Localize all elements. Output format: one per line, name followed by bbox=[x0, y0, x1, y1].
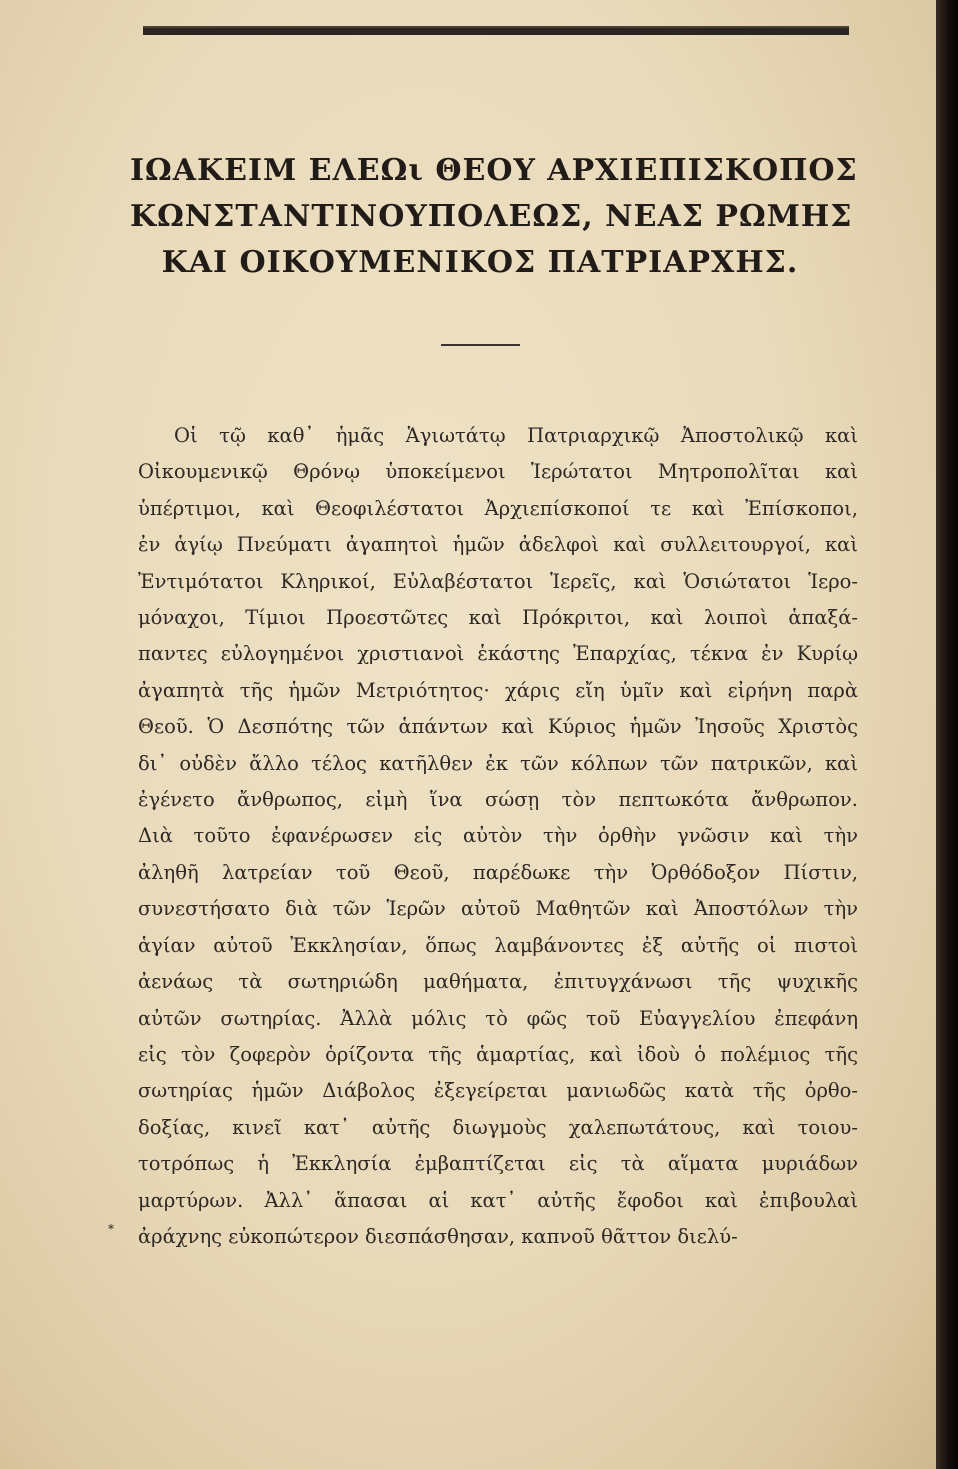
text-line: ἁγίαν αὐτοῦ Ἐκκλησίαν, ὅπως λαμβάνοντες ἐξ αὐτῆς οἱ πιστοὶ bbox=[138, 933, 858, 957]
book-edge-shadow bbox=[936, 0, 958, 1469]
text-line: δοξίας, κινεῖ κατ᾽ αὐτῆς διωγμοὺς χαλεπωτάτους, καὶ τοιου- bbox=[138, 1115, 858, 1139]
text-line: ὑπέρτιμοι, καὶ Θεοφιλέστατοι Ἀρχιεπίσκοποί τε καὶ Ἐπίσκοποι, bbox=[138, 496, 858, 520]
text-line: ἀράχνης εὐκοπώτερον διεσπάσθησαν, καπνοῦ θᾶττον διελύ- bbox=[138, 1224, 738, 1248]
title-line-2: ΚΩΝΣΤΑΝΤΙΝΟΥΠΟΛΕΩΣ, ΝΕΑΣ ΡΩΜΗΣ bbox=[130, 199, 853, 234]
text-line: ἐγένετο ἄνθρωπος, εἰμὴ ἵνα σώσῃ τὸν πεπτωκότα ἄνθρωπον. bbox=[138, 788, 858, 812]
text-line: ἀγαπητὰ τῆς ἡμῶν Μετριότητος· χάρις εἴη ὑμῖν καὶ εἰρήνη παρὰ bbox=[138, 678, 858, 702]
signature-mark: * bbox=[108, 1222, 114, 1236]
text-line: συνεστήσατο διὰ τῶν Ἱερῶν αὐτοῦ Μαθητῶν καὶ Ἀποστόλων τὴν bbox=[138, 897, 858, 921]
text-line: Οἱ τῷ καθ᾽ ἡμᾶς Ἁγιωτάτῳ Πατριαρχικῷ Ἀποστολικῷ καὶ bbox=[174, 424, 858, 447]
text-line: αὐτῶν σωτηρίας. Ἀλλὰ μόλις τὸ φῶς τοῦ Εὐαγγελίου ἐπεφάνη bbox=[138, 1006, 858, 1030]
page-title bbox=[130, 148, 858, 286]
text-line: Ἐντιμότατοι Κληρικοί, Εὐλαβέστατοι Ἱερεῖς, καὶ Ὁσιώτατοι Ἱερο- bbox=[138, 569, 858, 593]
text-line: Διὰ τοῦτο ἐφανέρωσεν εἰς αὐτὸν τὴν ὀρθὴν γνῶσιν καὶ τὴν bbox=[138, 824, 858, 848]
text-line: παντες εὐλογημένοι χριστιανοὶ ἑκάστης Ἐπαρχίας, τέκνα ἐν Κυρίῳ bbox=[138, 642, 858, 666]
body-text bbox=[138, 418, 858, 1255]
text-line: δι᾽ οὐδὲν ἄλλο τέλος κατῆλθεν ἐκ τῶν κόλπων τῶν πατρικῶν, καὶ bbox=[138, 751, 858, 775]
text-line: εἰς τὸν ζοφερὸν ὁρίζοντα τῆς ἁμαρτίας, καὶ ἰδοὺ ὁ πολέμιος τῆς bbox=[138, 1042, 858, 1066]
text-line: ἀληθῆ λατρείαν τοῦ Θεοῦ, παρέδωκε τὴν Ὀρθόδοξον Πίστιν, bbox=[138, 860, 858, 884]
text-line: Θεοῦ. Ὁ Δεσπότης τῶν ἁπάντων καὶ Κύριος ἡμῶν Ἰησοῦς Χριστὸς bbox=[138, 715, 858, 739]
text-line: Οἰκουμενικῷ Θρόνῳ ὑποκείμενοι Ἱερώτατοι Μητροπολῖται καὶ bbox=[138, 460, 858, 484]
text-line: σωτηρίας ἡμῶν Διάβολος ἐξεγείρεται μανιωδῶς κατὰ τῆς ὀρθο- bbox=[138, 1079, 858, 1103]
title-line-1: ΙΩΑΚΕΙΜ ΕΛΕΩι ΘΕΟΥ ΑΡΧΙΕΠΙΣΚΟΠΟΣ bbox=[130, 153, 858, 188]
text-line: μόναχοι, Τίμιοι Προεστῶτες καὶ Πρόκριτοι, καὶ λοιποὶ ἁπαξά- bbox=[138, 606, 858, 630]
text-line: τοτρόπως ἡ Ἐκκλησία ἐμβαπτίζεται εἰς τὰ αἵματα μυριάδων bbox=[138, 1152, 858, 1176]
title-divider bbox=[441, 344, 520, 346]
title-line-3: ΚΑΙ ΟΙΚΟΥΜΕΝΙΚΟΣ ΠΑΤΡΙΑΡΧΗΣ. bbox=[161, 245, 799, 280]
text-line: μαρτύρων. Ἀλλ᾽ ἅπασαι αἱ κατ᾽ αὐτῆς ἔφοδοι καὶ ἐπιβουλαὶ bbox=[138, 1188, 858, 1212]
text-line: ἐν ἁγίῳ Πνεύματι ἀγαπητοὶ ἡμῶν ἀδελφοὶ καὶ συλλειτουργοί, καὶ bbox=[138, 533, 858, 557]
top-border-rule bbox=[143, 26, 849, 35]
text-line: ἀενάως τὰ σωτηριώδη μαθήματα, ἐπιτυγχάνωσι τῆς ψυχικῆς bbox=[138, 970, 858, 994]
